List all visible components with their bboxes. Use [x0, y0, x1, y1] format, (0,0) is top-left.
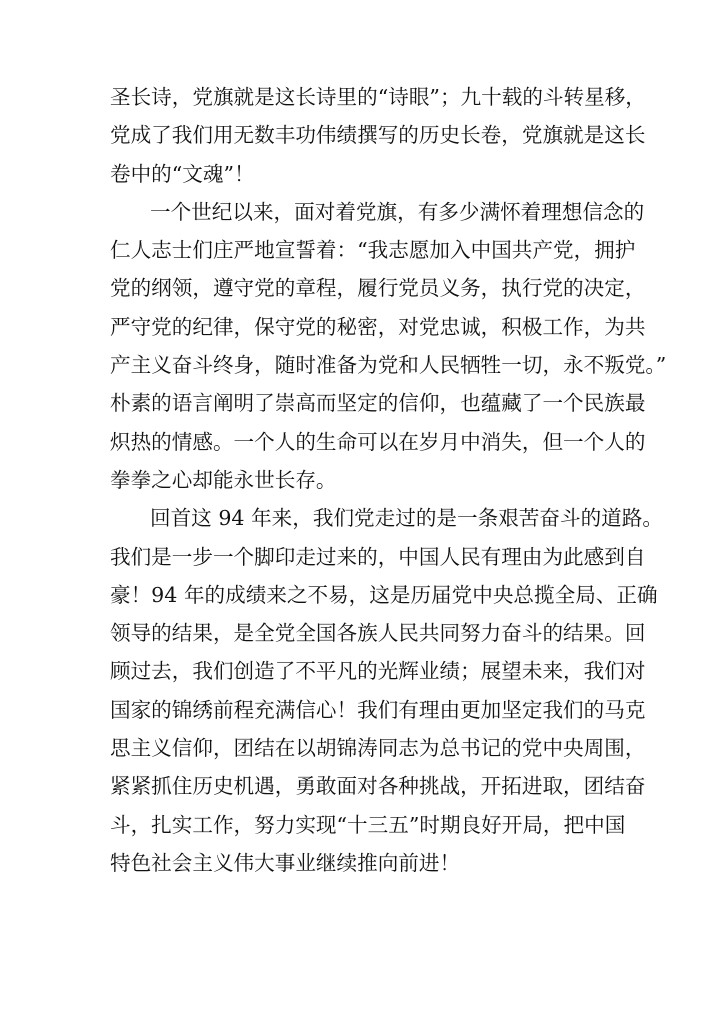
text-line: 一个世纪以来，面对着党旗，有多少满怀着理想信念的	[150, 199, 645, 224]
text-line: 紧紧抓住历史机遇，勇敢面对各种挑战，开拓进取，团结奋	[110, 774, 646, 799]
text-line: 党成了我们用无数丰功伟绩撰写的历史长卷，党旗就是这长	[110, 123, 646, 148]
text-line: 领导的结果，是全党全国各族人民共同努力奋斗的结果。回	[110, 621, 646, 646]
text-line: 斗，扎实工作，努力实现“十三五”时期良好开局，把中国	[110, 812, 626, 837]
text-line: 我们是一步一个脚印走过来的，中国人民有理由为此感到自	[110, 544, 646, 569]
text-line: 卷中的“文魂”！	[110, 161, 255, 186]
text-line: 回首这 94 年来，我们党走过的是一条艰苦奋斗的道路。	[150, 506, 663, 531]
text-line: 朴素的语言阐明了崇高而坚定的信仰，也蕴藏了一个民族最	[110, 391, 646, 416]
text-line: 国家的锦绣前程充满信心！我们有理由更加坚定我们的马克	[110, 697, 646, 722]
text-line: 严守党的纪律，保守党的秘密，对党忠诚，积极工作，为共	[110, 314, 646, 339]
text-line: 产主义奋斗终身，随时准备为党和人民牺牲一切，永不叛党。”	[110, 353, 667, 378]
text-line: 党的纲领，遵守党的章程，履行党员义务，执行党的决定，	[110, 276, 646, 301]
document-body	[110, 78, 667, 882]
text-line: 特色社会主义伟大事业继续推向前进！	[110, 850, 461, 875]
text-line: 仁人志士们庄严地宣誓着：“我志愿加入中国共产党，拥护	[110, 238, 636, 263]
text-line: 炽热的情感。一个人的生命可以在岁月中消失，但一个人的	[110, 429, 646, 454]
text-line: 圣长诗，党旗就是这长诗里的“诗眼”；九十载的斗转星移，	[110, 85, 646, 109]
text-line: 思主义信仰，团结在以胡锦涛同志为总书记的党中央周围，	[110, 736, 646, 761]
text-line: 拳拳之心却能永世长存。	[110, 467, 337, 492]
text-line: 顾过去，我们创造了不平凡的光辉业绩；展望未来，我们对	[110, 659, 646, 684]
text-line: 豪！94 年的成绩来之不易，这是历届党中央总揽全局、正确	[110, 582, 658, 607]
